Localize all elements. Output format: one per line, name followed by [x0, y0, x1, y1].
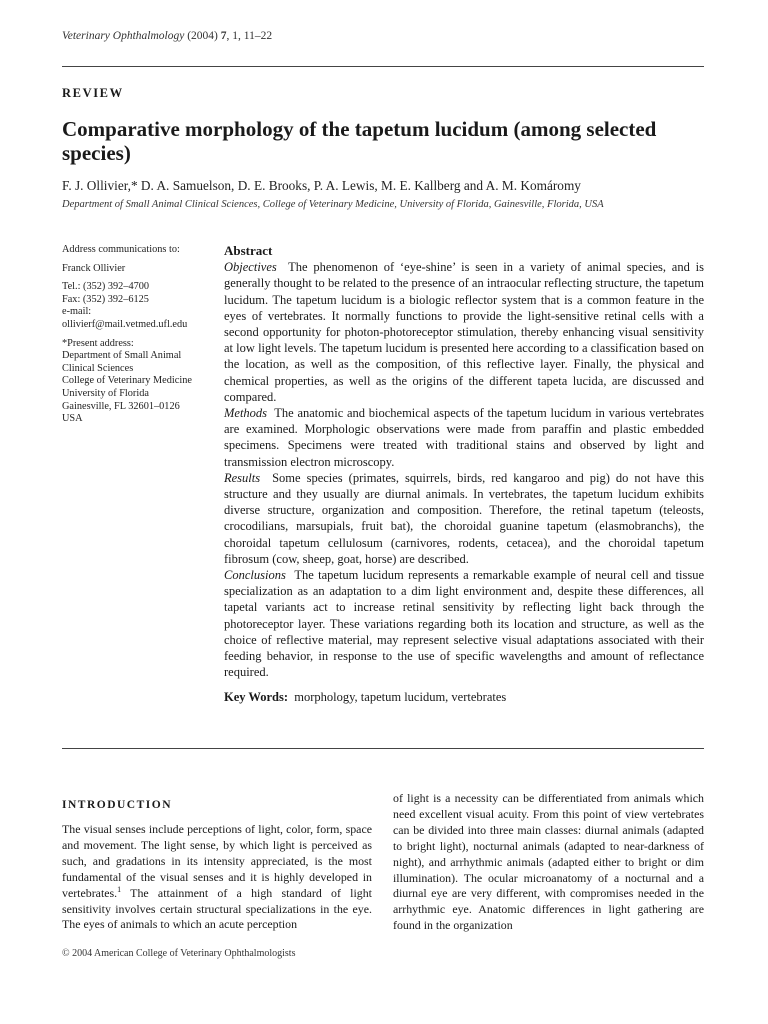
- abstract-conclusions: [224, 567, 704, 680]
- objectives-label: Objectives: [224, 260, 277, 275]
- conclusions-label: Conclusions: [224, 568, 286, 583]
- footnote-ref[interactable]: 1: [117, 884, 122, 894]
- methods-text: The anatomic and biochemical aspects of the tapetum lucidum in various vertebrates are examined. Morphologic observations were made from paraffin and plastic embedded specimens. Specimens were treated with traditional stains and observed by light and transmission electron microscopy.: [224, 406, 704, 469]
- email-link[interactable]: ollivierf@mail.vetmed.ufl.edu: [62, 318, 188, 330]
- running-header: [62, 30, 272, 42]
- correspondent-name: Franck Ollivier: [62, 262, 126, 274]
- objectives-text: The phenomenon of ‘eye-shine’ is seen in a variety of animal species, and is generally thought to be related to the presence of an intraocular reflecting structure, the tapetum lucidum. The tapetum lucidum is a biologic reflector system that is a common feature in the eyes of vertebrates. It normally functions to provide the light-sensitive retinal cells with a second opportunity for photon-photoreceptor stimulation, thereby enhancing visual sensitivity at low light levels. The tapetum lucidum is presented here according to a classification based on the location, as well as the composition, of this reflective layer. Finally, the physical and chemical properties, as well as the origins of the different tapeta lucida, are discussed and compared.: [224, 260, 704, 404]
- address-line: Department of Small Animal: [62, 350, 182, 362]
- fax: Fax: (352) 392–6125: [62, 293, 149, 305]
- address-line: Gainesville, FL 32601–0126: [62, 400, 180, 412]
- abstract-rule: [62, 748, 704, 749]
- keywords-label: Key Words:: [224, 690, 289, 705]
- telephone: Tel.: (352) 392–4700: [62, 281, 150, 293]
- methods-label: Methods: [224, 406, 268, 421]
- introduction-heading: INTRODUCTION: [62, 799, 173, 811]
- results-label: Results: [224, 470, 261, 485]
- affiliation: Department of Small Animal Clinical Sciences, College of Veterinary Medicine, University of Florida, Gainesville, Florida, USA: [62, 199, 604, 210]
- issue-pages: , 1, 11–22: [226, 30, 273, 42]
- address-line: Clinical Sciences: [62, 362, 134, 374]
- results-text: Some species (primates, squirrels, birds, red kangaroo and pig) do not have this structure and they usually are diurnal animals. In vertebrates, the tapetum lucidum exhibits diverse structure, organization and composition. Therefore, the retinal tapetum (teleosts, crocodilians, marsupials, fruit bat), the choroidal guanine tapetum (elasmobranchs), the choroidal tapetum cellulosum (carnivores, rodents, cetacea), and the choroidal tapetum fibrosum (cow, sheep, goat, horse) are described.: [224, 470, 705, 566]
- abstract-heading: Abstract: [224, 243, 273, 258]
- email-label: e-mail:: [62, 306, 92, 318]
- header-rule: [62, 66, 704, 67]
- journal-name: Veterinary Ophthalmology: [62, 30, 185, 42]
- correspondence-label: Address communications to:: [62, 244, 180, 255]
- address-line: University of Florida: [62, 387, 149, 399]
- citation-year: (2004): [187, 30, 218, 42]
- abstract-results: [224, 470, 704, 567]
- body-column-left: [62, 822, 372, 933]
- intro-paragraph-part2: The attainment of a high standard of light sensitivity involves certain structural specializations in the eye. The eyes of animals to which an acute perception: [62, 885, 372, 932]
- address-line: College of Veterinary Medicine: [62, 375, 192, 387]
- correspondence-block: [62, 244, 222, 426]
- conclusions-text: The tapetum lucidum represents a remarkable example of neural cell and tissue specialization as an adaptation to a dim light environment and, despite these differences, all tapetal variants act to increase retinal sensitivity by reflecting light back through the photoreceptor layer. These variations regarding both its location and structure, as well as the choice of reflective material, may represent selective visual adaptations associated with their feeding behavior, in response to the use of specific wavelengths and amount of reflectance required.: [224, 568, 704, 680]
- abstract-methods: [224, 405, 704, 470]
- volume: 7: [220, 30, 227, 42]
- article-type-label: REVIEW: [62, 86, 124, 100]
- body-column-right: of light is a necessity can be differentiated from animals which need excellent visual acuity. From this point of view vertebrates can be divided into three main classes: diurnal animals (adapted to bright light), nocturnal animals (adapted to near-darkness of night), and arrhythmic animals (adapted either to bright or dim illumination). The ocular microanatomy of a nocturnal and a diurnal eye are very different, with compromises needed in the arrhythmic eye. Anatomic differences in light gathering are found in the organization: [393, 791, 704, 933]
- abstract: [224, 243, 704, 706]
- copyright-footer: © 2004 American College of Veterinary Ophthalmologists: [62, 948, 296, 959]
- article-title: Comparative morphology of the tapetum lucidum (among selected species): [62, 117, 657, 165]
- author-list: F. J. Ollivier,* D. A. Samuelson, D. E. Brooks, P. A. Lewis, M. E. Kallberg and A. M. Komáromy: [62, 178, 581, 193]
- keywords-text: morphology, tapetum lucidum, vertebrates: [294, 690, 507, 705]
- keywords: [224, 689, 704, 705]
- abstract-objectives: [224, 259, 704, 405]
- intro-paragraph-part1: The visual senses include perceptions of light, color, form, space and movement. The light sense, by which light is perceived as such, and gradations in its intensity appreciated, is the most fundamental of the visual senses and it is highly developed in vertebrates.: [62, 822, 372, 900]
- present-address-label: *Present address:: [62, 337, 134, 349]
- address-line: USA: [62, 413, 83, 425]
